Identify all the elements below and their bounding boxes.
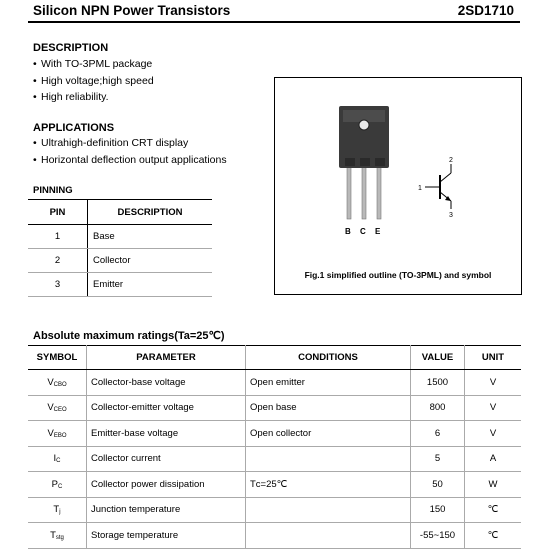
outline-figure (274, 77, 522, 295)
table-row (28, 446, 521, 472)
parameter-cell: Collector current (87, 446, 246, 472)
table-row (28, 370, 521, 396)
column-header: PARAMETER (87, 346, 246, 370)
conditions-cell: Open emitter (246, 370, 411, 396)
mounting-hole (359, 120, 369, 130)
pin-number: 2 (28, 249, 88, 273)
description-heading: DESCRIPTION (33, 42, 109, 54)
table-row (28, 273, 212, 297)
symbol-cell: $T_{stg}$ (28, 523, 87, 549)
value-cell: 5 (411, 446, 465, 472)
unit-cell: V (465, 395, 522, 421)
table-row (28, 249, 212, 273)
column-header: UNIT (465, 346, 522, 370)
symbol-pin-3: 3 (449, 212, 453, 219)
applications-list (33, 135, 227, 168)
document-title: Silicon NPN Power Transistors (33, 3, 231, 18)
table-row (28, 421, 521, 447)
pin-number: 1 (28, 225, 88, 249)
value-cell: 50 (411, 472, 465, 498)
parameter-cell: Emitter-base voltage (87, 421, 246, 447)
part-number: 2SD1710 (457, 3, 514, 18)
figure-caption: Fig.1 simplified outline (TO-3PML) and symbol (304, 270, 492, 280)
conditions-cell: Open base (246, 395, 411, 421)
ratings-table (28, 345, 521, 549)
conditions-cell (246, 523, 411, 549)
unit-cell: W (465, 472, 522, 498)
unit-cell: ℃ (465, 523, 522, 549)
parameter-cell: Collector-base voltage (87, 370, 246, 396)
unit-cell: V (465, 421, 522, 447)
symbol-cell: $V_{EBO}$ (28, 421, 87, 447)
table-header-row (28, 200, 212, 225)
unit-cell: V (465, 370, 522, 396)
table-header-row (28, 346, 521, 370)
table-row (28, 395, 521, 421)
lead-label-c: C (360, 227, 366, 236)
symbol-cell: $V_{CEO}$ (28, 395, 87, 421)
value-cell: -55~150 (411, 523, 465, 549)
ratings-heading: Absolute maximum ratings(Ta=25℃) (33, 330, 225, 342)
lead-label-e: E (375, 227, 381, 236)
lead-collar (360, 158, 370, 166)
value-cell: 6 (411, 421, 465, 447)
symbol-cell: $T_j$ (28, 497, 87, 523)
table-row (28, 472, 521, 498)
lead-base (347, 164, 351, 219)
lead-collar (345, 158, 355, 166)
pinning-heading: PINNING (33, 185, 73, 196)
list-item: • Ultrahigh-definition CRT display (33, 137, 189, 149)
unit-cell: A (465, 446, 522, 472)
pin-description: Base (88, 225, 213, 249)
symbol-pin-1: 1 (418, 185, 422, 192)
column-header: VALUE (411, 346, 465, 370)
pinning-table (28, 199, 212, 297)
list-item: • High reliability. (33, 91, 109, 103)
column-header: CONDITIONS (246, 346, 411, 370)
symbol-cell: $V_{CBO}$ (28, 370, 87, 396)
list-item: • High voltage;high speed (33, 74, 154, 87)
description-list (33, 56, 154, 106)
symbol-cell: $P_C$ (28, 472, 87, 498)
pin-description: Emitter (88, 273, 213, 297)
conditions-cell (246, 497, 411, 523)
lead-emitter (377, 164, 381, 219)
conditions-cell: Open collector (246, 421, 411, 447)
header-divider (28, 21, 520, 23)
lead-collector (362, 164, 366, 219)
value-cell: 1500 (411, 370, 465, 396)
applications-heading: APPLICATIONS (33, 122, 115, 134)
column-header: DESCRIPTION (88, 200, 213, 225)
pin-description: Collector (88, 249, 213, 273)
symbol-pin-2: 2 (449, 157, 453, 164)
parameter-cell: Collector power dissipation (87, 472, 246, 498)
list-item: • Horizontal deflection output applications (33, 153, 227, 166)
table-row (28, 497, 521, 523)
value-cell: 150 (411, 497, 465, 523)
parameter-cell: Junction temperature (87, 497, 246, 523)
lead-label-b: B (345, 227, 351, 236)
column-header: SYMBOL (28, 346, 87, 370)
table-row (28, 523, 521, 549)
parameter-cell: Storage temperature (87, 523, 246, 549)
transistor-symbol (425, 164, 451, 209)
unit-cell: ℃ (465, 497, 522, 523)
value-cell: 800 (411, 395, 465, 421)
parameter-cell: Collector-emitter voltage (87, 395, 246, 421)
conditions-cell: Tᴄ=25℃ (246, 472, 411, 498)
package-illustration (275, 78, 521, 263)
symbol-cell: $I_C$ (28, 446, 87, 472)
column-header: PIN (28, 200, 88, 225)
collector-line (440, 173, 451, 182)
list-item: • With TO-3PML package (33, 58, 153, 70)
table-row (28, 225, 212, 249)
pin-number: 3 (28, 273, 88, 297)
conditions-cell (246, 446, 411, 472)
lead-collar (375, 158, 385, 166)
